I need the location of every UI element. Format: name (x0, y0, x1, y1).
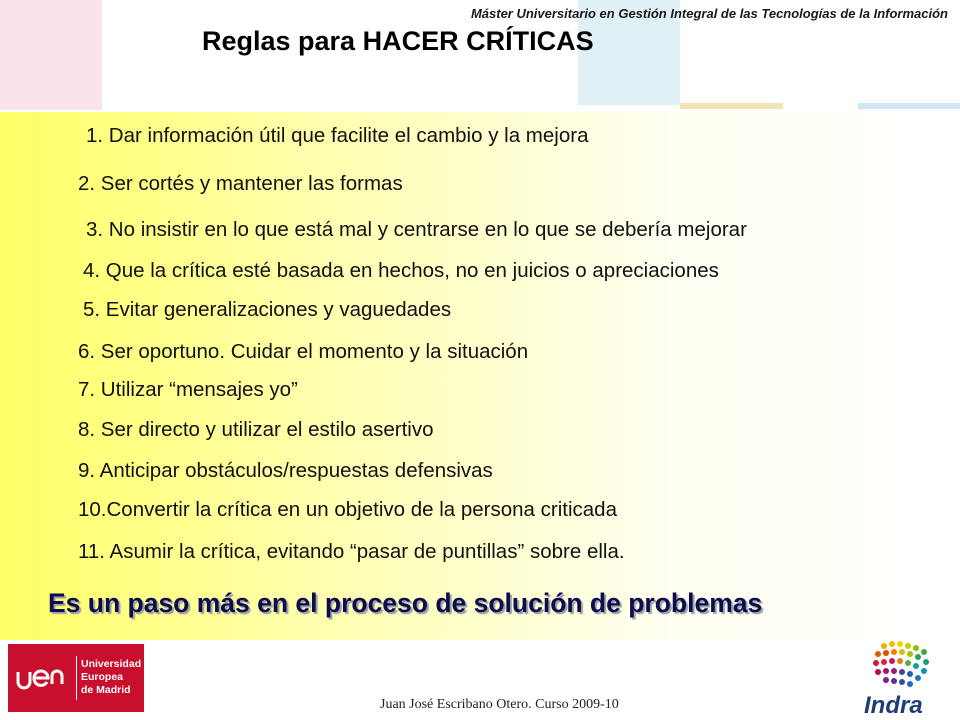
rule-item: 10.Convertir la crítica en un objetivo de la persona criticada (78, 498, 617, 521)
decor-pink-block (0, 0, 102, 110)
university-logo (8, 644, 144, 712)
master-title: Máster Universitario en Gestión Integral de las Tecnologías de la Información (470, 6, 948, 21)
rule-item: 7. Utilizar “mensajes yo” (78, 378, 298, 401)
decor-blue-line (858, 103, 960, 109)
decor-yellow-line (680, 103, 783, 109)
university-name-line: de Madrid (81, 684, 131, 696)
university-logo-divider (76, 656, 77, 700)
rule-item: 8. Ser directo y utilizar el estilo asertivo (78, 418, 434, 441)
rule-item: 3. No insistir en lo que está mal y centrarse en lo que se debería mejorar (86, 218, 747, 241)
rule-item: 5. Evitar generalizaciones y vaguedades (83, 298, 452, 321)
slide-title: Reglas para HACER CRÍTICAS (202, 26, 594, 56)
rule-item: 9. Anticipar obstáculos/respuestas defensivas (78, 459, 493, 482)
indra-wordmark: Indra (864, 692, 923, 719)
university-name-line: Universidad (81, 658, 142, 670)
university-name (81, 658, 141, 697)
university-name-line: Europea (81, 671, 124, 683)
rule-item: 4. Que la crítica esté basada en hechos, no en juicios o apreciaciones (83, 259, 719, 282)
footer-author: Juan José Escribano Otero. Curso 2009-10 (380, 697, 619, 712)
conclusion-text: Es un paso más en el proceso de solución de problemas (48, 588, 763, 618)
university-emblem-icon (12, 660, 72, 696)
rule-item: 11. Asumir la crítica, evitando “pasar de puntillas” sobre ella. (78, 540, 625, 563)
rule-item: 2. Ser cortés y mantener las formas (78, 172, 403, 195)
rule-item: 1. Dar información útil que facilite el cambio y la mejora (86, 124, 589, 147)
rule-item: 6. Ser oportuno. Cuidar el momento y la situación (78, 340, 529, 363)
